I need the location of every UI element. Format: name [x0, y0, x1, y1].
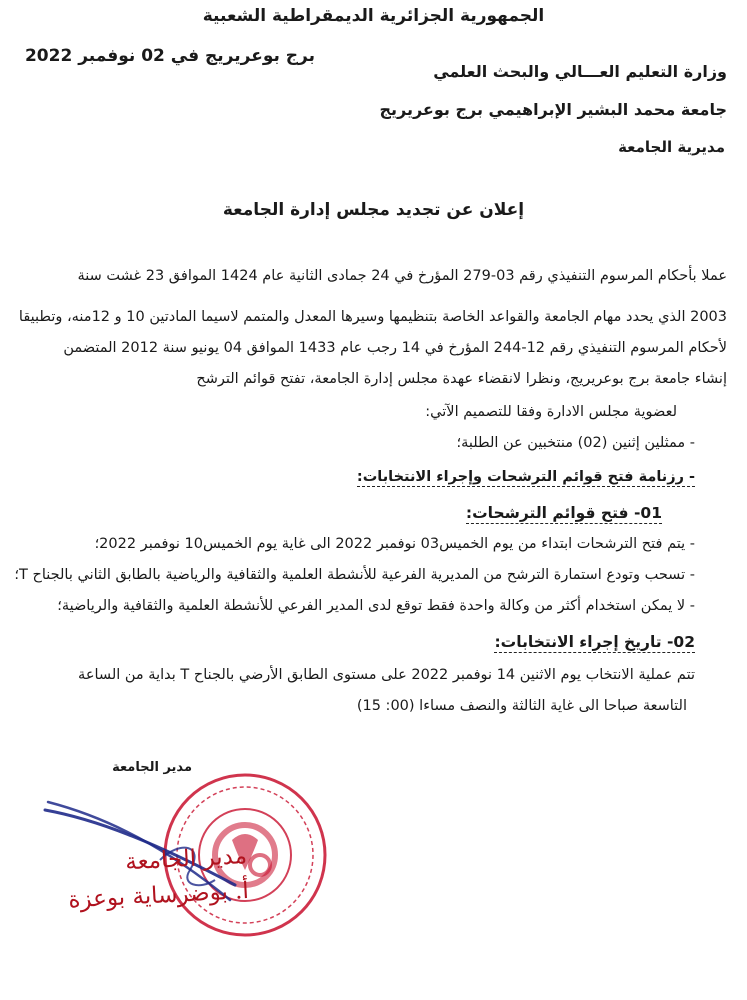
paragraph-line: عملا بأحكام المرسوم التنفيذي رقم 03-279 المؤرخ في 24 جمادى الثانية عام 1424 الموافق 23 غشت سنة — [77, 268, 727, 284]
ministry-name: وزارة التعليم العـــالي والبحث العلمي — [433, 62, 727, 81]
section1-item: - لا يمكن استخدام أكثر من وكالة واحدة فقط توقع لدى المدير الفرعي للأنشطة العلمية والثقافية والرياضية؛ — [57, 598, 695, 614]
directorate-name: مديرية الجامعة — [618, 138, 725, 156]
paragraph-line: إنشاء جامعة برج بوعريريج، ونظرا لانقضاء عهدة مجلس إدارة الجامعة، تفتح قوائم الترشح — [196, 371, 727, 387]
section1-heading-text: 01- فتح قوائم الترشحات: — [465, 504, 662, 522]
section2-heading — [494, 633, 695, 651]
section1-heading — [466, 504, 662, 522]
handwritten-signature — [16, 839, 249, 920]
section2-heading-text: 02- تاريخ إجراء الانتخابات: — [494, 633, 695, 651]
section2-line: تتم عملية الانتخاب يوم الاثنين 14 نوفمبر 2022 على مستوى الطابق الأرضي بالجناح T بداية من الساعة — [78, 667, 695, 683]
university-name: جامعة محمد البشير الإبراهيمي برج بوعريريج — [379, 100, 727, 119]
paragraph-line: لأحكام المرسوم التنفيذي رقم 12-244 المؤرخ في 14 رجب عام 1433 الموافق 04 يونيو سنة 2012 المتضمن — [63, 340, 727, 356]
signer-title: مدير الجامعة — [112, 760, 192, 775]
section1-item: - يتم فتح الترشحات ابتداء من يوم الخميس03 نوفمبر 2022 الى غاية يوم الخميس10 نوفمبر 2022؛ — [94, 536, 695, 552]
paragraph-line: لعضوية مجلس الادارة وفقا للتصميم الآتي: — [425, 404, 677, 420]
announcement-title: إعلان عن تجديد مجلس إدارة الجامعة — [222, 200, 525, 220]
section1-item: - تسحب وتودع استمارة الترشح من المديرية الفرعية للأنشطة العلمية والثقافية والرياضية بالطابق الثاني بالجناح T؛ — [14, 567, 695, 583]
calendar-label: - رزنامة فتح قوائم الترشحات وإجراء الانتخابات: — [356, 469, 695, 485]
place-date: برج بوعريريج في 02 نوفمبر 2022 — [24, 46, 315, 66]
republic-header: الجمهورية الجزائرية الديمقراطية الشعبية — [202, 6, 545, 26]
paragraph-line: 2003 الذي يحدد مهام الجامعة والقواعد الخاصة بتنظيمها وسيرها المعدل والمتمم لاسيما المادتين 10 و 12منه، وتطبيقا — [18, 309, 727, 325]
bullet-calendar — [357, 469, 695, 485]
handwritten-line: مدير الجامعة — [124, 843, 248, 876]
section2-line: التاسعة صباحا الى غاية الثالثة والنصف مساءا (00: 15) — [356, 698, 687, 714]
bullet-students: - ممثلين إثنين (02) منتخبين عن الطلبة؛ — [456, 435, 695, 451]
handwritten-line: أ. بوضرساية بوعزة — [67, 877, 250, 913]
